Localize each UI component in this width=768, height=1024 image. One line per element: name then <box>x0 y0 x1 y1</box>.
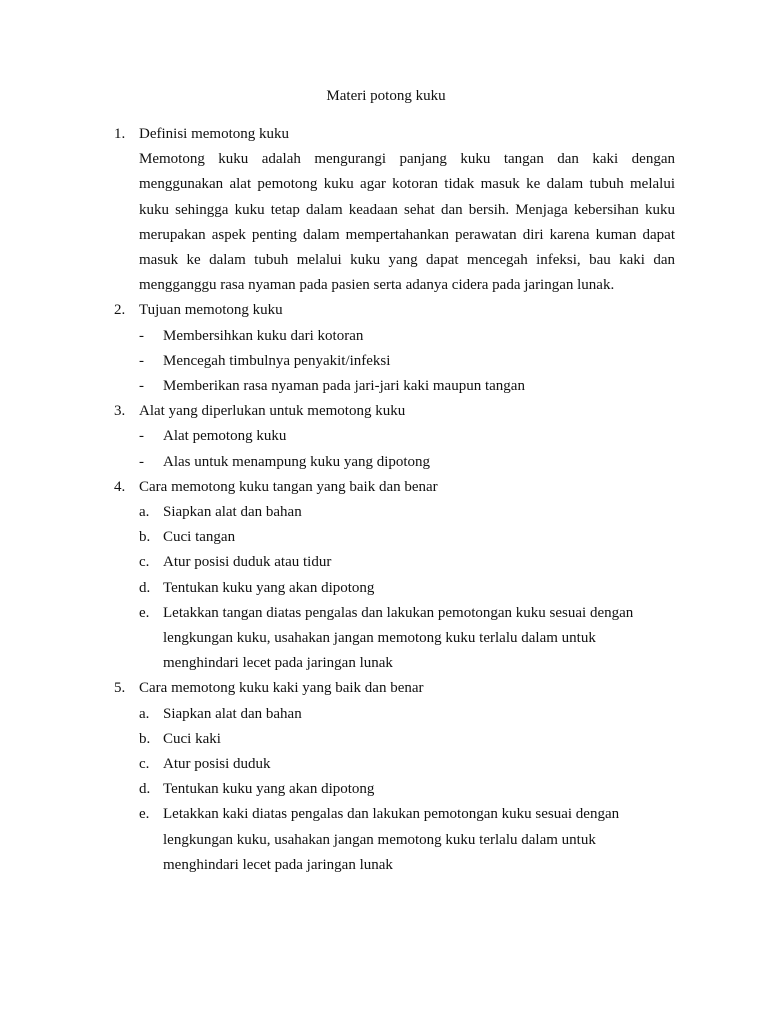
section-title: Definisi memotong kuku <box>139 126 289 142</box>
list-marker: d. <box>139 579 151 596</box>
list-item-text: Letakkan tangan diatas pengalas dan lakukan pemotongan kuku sesuai dengan lengkungan kuku, usahakan jangan memotong kuku terlalu dalam untuk menghindari lecet pada jaringan lunak <box>163 604 634 672</box>
section-heading <box>114 122 675 147</box>
list-item <box>139 450 675 475</box>
list-item-text: Atur posisi duduk atau tidur <box>163 554 332 571</box>
section-hand-steps <box>114 475 675 677</box>
list-item <box>139 525 675 550</box>
list-item-text: Alat pemotong kuku <box>163 428 287 445</box>
list-marker: - <box>139 428 144 445</box>
section-title: Cara memotong kuku kaki yang baik dan benar <box>139 680 424 697</box>
definition-paragraph: Memotong kuku adalah mengurangi panjang kuku tangan dan kaki dengan menggunakan alat pemotong kuku agar kotoran tidak masuk ke dalam tubuh melalui kuku sehingga kuku tetap dalam keadaan sehat dan bersih. Menjaga kebersihan kuku merupakan aspek penting dalam mempertahankan perawatan diri karena kuman dapat masuk ke dalam tubuh melalui kuku yang dapat mencegah infeksi, bau kaki dan mengganggu rasa nyaman pada pasien serta adanya cidera pada jaringan lunak. <box>139 151 675 294</box>
list-item-text: Tentukan kuku yang akan dipotong <box>163 781 375 798</box>
list-item <box>139 500 675 525</box>
list-item-text: Memberikan rasa nyaman pada jari-jari kaki maupun tangan <box>163 378 525 395</box>
section-foot-steps <box>114 676 675 878</box>
section-heading <box>114 399 675 424</box>
list-marker: b. <box>139 730 151 747</box>
list-item <box>139 802 675 878</box>
section-number: 1. <box>114 126 126 142</box>
list-item <box>139 349 675 374</box>
section-purpose <box>114 298 675 399</box>
section-heading <box>114 475 675 500</box>
section-tools <box>114 399 675 475</box>
list-marker: c. <box>139 554 150 571</box>
list-item-text: Letakkan kaki diatas pengalas dan lakukan pemotongan kuku sesuai dengan lengkungan kuku, usahakan jangan memotong kuku terlalu dalam untuk menghindari lecet pada jaringan lunak <box>163 806 620 873</box>
list-item <box>139 601 675 677</box>
section-title: Cara memotong kuku tangan yang baik dan benar <box>139 478 438 495</box>
list-item <box>139 324 675 349</box>
list-marker: - <box>139 327 144 344</box>
list-marker: c. <box>139 756 150 773</box>
section-number: 3. <box>114 403 126 420</box>
list-item <box>139 777 675 802</box>
list-item-text: Tentukan kuku yang akan dipotong <box>163 579 375 596</box>
section-number: 4. <box>114 478 126 495</box>
list-item-text: Mencegah timbulnya penyakit/infeksi <box>163 352 391 369</box>
list-item-text: Siapkan alat dan bahan <box>163 504 302 521</box>
list-marker: e. <box>139 806 150 823</box>
list-marker: - <box>139 453 144 470</box>
list-item <box>139 727 675 752</box>
list-item-text: Cuci tangan <box>163 529 236 546</box>
list-item <box>139 752 675 777</box>
list-marker: a. <box>139 504 150 521</box>
section-title: Tujuan memotong kuku <box>139 302 283 319</box>
list-item-text: Siapkan alat dan bahan <box>163 705 302 722</box>
list-item <box>139 374 675 399</box>
document-title: Materi potong kuku <box>326 88 446 104</box>
list-item <box>139 424 675 449</box>
list-item-text: Cuci kaki <box>163 730 221 747</box>
list-item <box>139 576 675 601</box>
list-marker: a. <box>139 705 150 722</box>
list-marker: b. <box>139 529 151 546</box>
list-item-text: Atur posisi duduk <box>163 756 271 773</box>
list-item-text: Alas untuk menampung kuku yang dipotong <box>163 453 431 470</box>
section-title: Alat yang diperlukan untuk memotong kuku <box>139 403 406 420</box>
list-marker: - <box>139 378 144 395</box>
list-marker: d. <box>139 781 151 798</box>
list-marker: - <box>139 352 144 369</box>
section-number: 2. <box>114 302 126 319</box>
section-heading <box>114 298 675 323</box>
section-heading <box>114 676 675 701</box>
section-definition <box>114 122 675 298</box>
list-item <box>139 702 675 727</box>
list-marker: e. <box>139 604 150 621</box>
document-content <box>114 122 675 878</box>
list-item-text: Membersihkan kuku dari kotoran <box>163 327 364 344</box>
section-number: 5. <box>114 680 126 697</box>
list-item <box>139 550 675 575</box>
